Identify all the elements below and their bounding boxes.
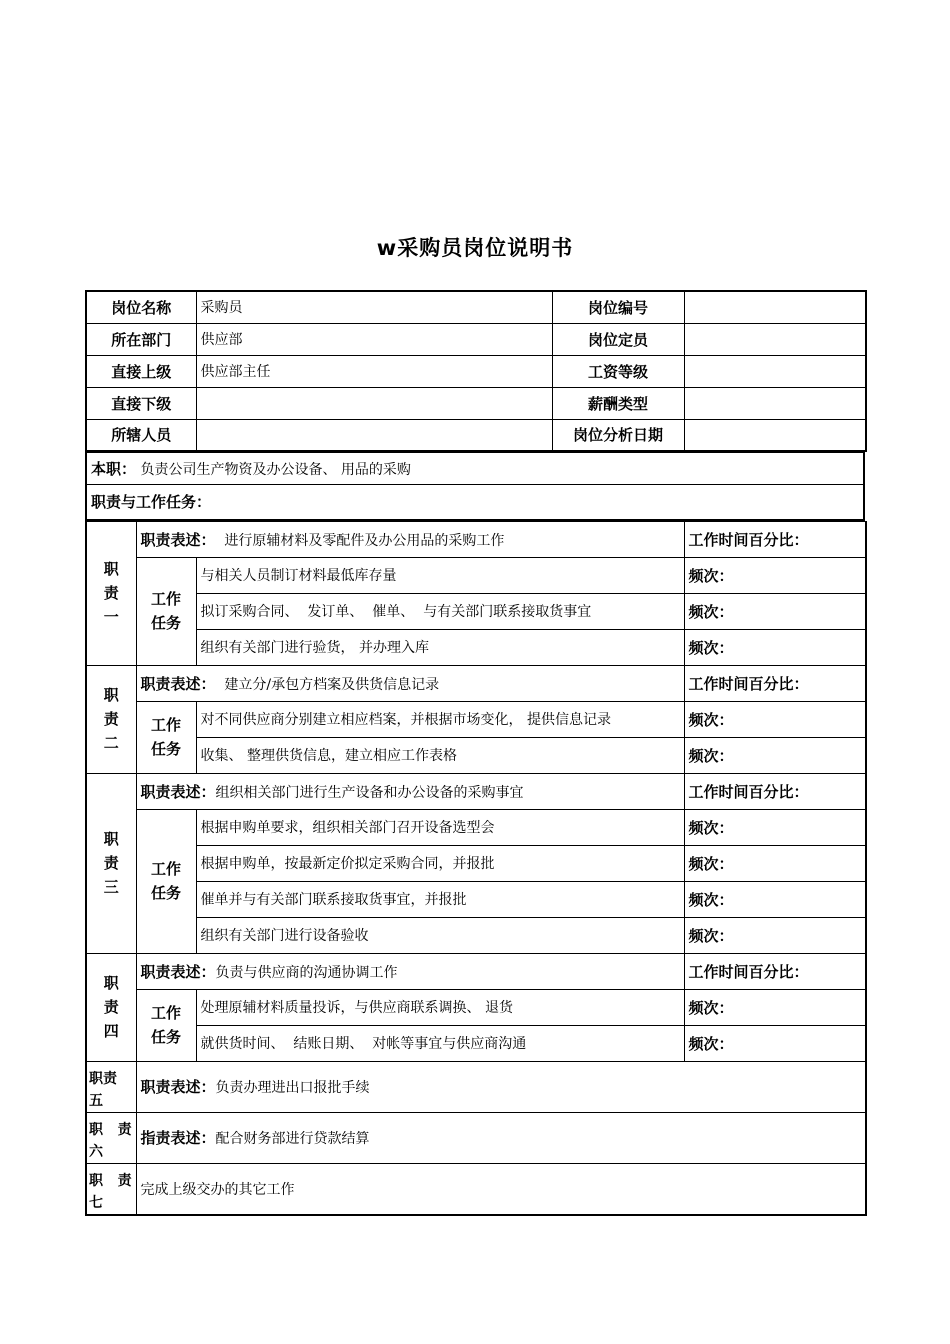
document-title: w采购员岗位说明书: [376, 236, 574, 260]
statement-label: 职责表述：: [140, 782, 216, 801]
header-row: [86, 387, 866, 419]
field-label: 岗位分析日期: [552, 419, 684, 451]
field-label: 岗位名称: [86, 291, 196, 323]
simple-duty-row: [86, 1163, 866, 1215]
statement-text: 完成上级交办的其它工作: [140, 1181, 295, 1198]
task-row: [86, 701, 866, 737]
field-value: 采购员: [196, 291, 552, 323]
duty-statement-row: [86, 521, 866, 557]
task-group-label: 工作 任务: [136, 989, 196, 1061]
time-percent-label: 工作时间百分比：: [684, 953, 866, 989]
field-label: 岗位编号: [552, 291, 684, 323]
frequency-label: 频次：: [684, 917, 866, 953]
task-row: [86, 917, 866, 953]
frequency-label: 频次：: [684, 557, 866, 593]
field-label: 所辖人员: [86, 419, 196, 451]
frequency-label: 频次：: [684, 881, 866, 917]
task-row: [86, 845, 866, 881]
task-row: [86, 629, 866, 665]
frequency-label: 频次：: [684, 809, 866, 845]
task-text: 组织有关部门进行设备验收: [196, 917, 684, 953]
statement-text: 负责办理进出口报批手续: [215, 1080, 370, 1096]
core-duty-row: [86, 453, 864, 485]
duty-label: 职 责 二: [86, 665, 136, 773]
duty-label: 职责 五: [86, 1061, 136, 1112]
duty-statement: [136, 1112, 866, 1163]
header-row: [86, 323, 866, 355]
frequency-label: 频次：: [684, 737, 866, 773]
task-text: 与相关人员制订材料最低库存量: [196, 557, 684, 593]
frequency-label: 频次：: [684, 1025, 866, 1061]
task-row: [86, 1025, 866, 1061]
field-value: [684, 291, 866, 323]
simple-duty-row: [86, 1112, 866, 1163]
statement-text: 配合财务部进行贷款结算: [215, 1131, 370, 1147]
task-text: 催单并与有关部门联系接取货事宜，并报批: [196, 881, 684, 917]
duty-label: 职 责 四: [86, 953, 136, 1061]
task-row: [86, 557, 866, 593]
duty-label: 职 责 三: [86, 773, 136, 953]
duty-statement: [136, 953, 684, 989]
core-duty-table: [85, 452, 865, 521]
field-value: [196, 387, 552, 419]
field-value: [684, 387, 866, 419]
frequency-label: 频次：: [684, 845, 866, 881]
duty-label: 职 责 七: [86, 1163, 136, 1215]
frequency-label: 频次：: [684, 989, 866, 1025]
field-value: [196, 419, 552, 451]
field-label: 直接上级: [86, 355, 196, 387]
task-text: 处理原辅材料质量投诉，与供应商联系调换、 退货: [196, 989, 684, 1025]
task-group-label: 工作 任务: [136, 809, 196, 953]
frequency-label: 频次：: [684, 701, 866, 737]
duties-heading: 职责与工作任务：: [86, 485, 864, 520]
duty-statement-row: [86, 953, 866, 989]
statement-text: 负责与供应商的沟通协调工作: [215, 964, 398, 981]
task-row: [86, 737, 866, 773]
duty-statement: [136, 773, 684, 809]
core-duty-label: 本职：: [91, 460, 137, 478]
frequency-label: 频次：: [684, 593, 866, 629]
field-value: 供应部主任: [196, 355, 552, 387]
duty-statement-row: [86, 773, 866, 809]
duty-statement: [136, 665, 684, 701]
time-percent-label: 工作时间百分比：: [684, 665, 866, 701]
task-row: [86, 809, 866, 845]
frequency-label: 频次：: [684, 629, 866, 665]
time-percent-label: 工作时间百分比：: [684, 521, 866, 557]
task-row: [86, 593, 866, 629]
task-text: 对不同供应商分别建立相应档案，并根据市场变化， 提供信息记录: [196, 701, 684, 737]
task-text: 组织有关部门进行验货， 并办理入库: [196, 629, 684, 665]
duty-label: 职 责 六: [86, 1112, 136, 1163]
header-row: [86, 291, 866, 323]
duty-statement-row: [86, 665, 866, 701]
field-value: [684, 419, 866, 451]
header-info-table: [85, 290, 867, 452]
statement-label: 职责表述：: [140, 530, 216, 549]
duties-heading-row: [86, 485, 864, 520]
simple-duty-row: [86, 1061, 866, 1112]
statement-text: 组织相关部门进行生产设备和办公设备的采购事宜: [215, 784, 524, 801]
task-text: 就供货时间、 结账日期、 对帐等事宜与供应商沟通: [196, 1025, 684, 1061]
field-label: 岗位定员: [552, 323, 684, 355]
job-description-sheet: [85, 290, 865, 1216]
duty-label: 职 责 一: [86, 521, 136, 665]
field-label: 薪酬类型: [552, 387, 684, 419]
header-row: [86, 355, 866, 387]
field-value: [684, 323, 866, 355]
duty-statement: [136, 1061, 866, 1112]
statement-label: 职责表述：: [140, 962, 216, 981]
task-row: [86, 881, 866, 917]
statement-label: 指责表述：: [140, 1129, 216, 1147]
statement-text: 进行原辅材料及零配件及办公用品的采购工作: [215, 532, 505, 549]
task-text: 拟订采购合同、 发订单、 催单、 与有关部门联系接取货事宜: [196, 593, 684, 629]
duty-statement: [136, 521, 684, 557]
field-label: 直接下级: [86, 387, 196, 419]
header-row: [86, 419, 866, 451]
time-percent-label: 工作时间百分比：: [684, 773, 866, 809]
task-row: [86, 989, 866, 1025]
task-text: 收集、 整理供货信息，建立相应工作表格: [196, 737, 684, 773]
task-group-label: 工作 任务: [136, 701, 196, 773]
task-text: 根据申购单，按最新定价拟定采购合同，并报批: [196, 845, 684, 881]
field-label: 所在部门: [86, 323, 196, 355]
field-label: 工资等级: [552, 355, 684, 387]
task-group-label: 工作 任务: [136, 557, 196, 665]
task-text: 根据申购单要求，组织相关部门召开设备选型会: [196, 809, 684, 845]
statement-text: 建立分/承包方档案及供货信息记录: [215, 676, 440, 693]
field-value: [684, 355, 866, 387]
duty-statement: [136, 1163, 866, 1215]
field-value: 供应部: [196, 323, 552, 355]
statement-label: 职责表述：: [140, 674, 216, 693]
core-duty-text: 负责公司生产物资及办公设备、 用品的采购: [140, 462, 411, 478]
statement-label: 职责表述：: [140, 1078, 216, 1096]
duties-table: [85, 521, 867, 1216]
